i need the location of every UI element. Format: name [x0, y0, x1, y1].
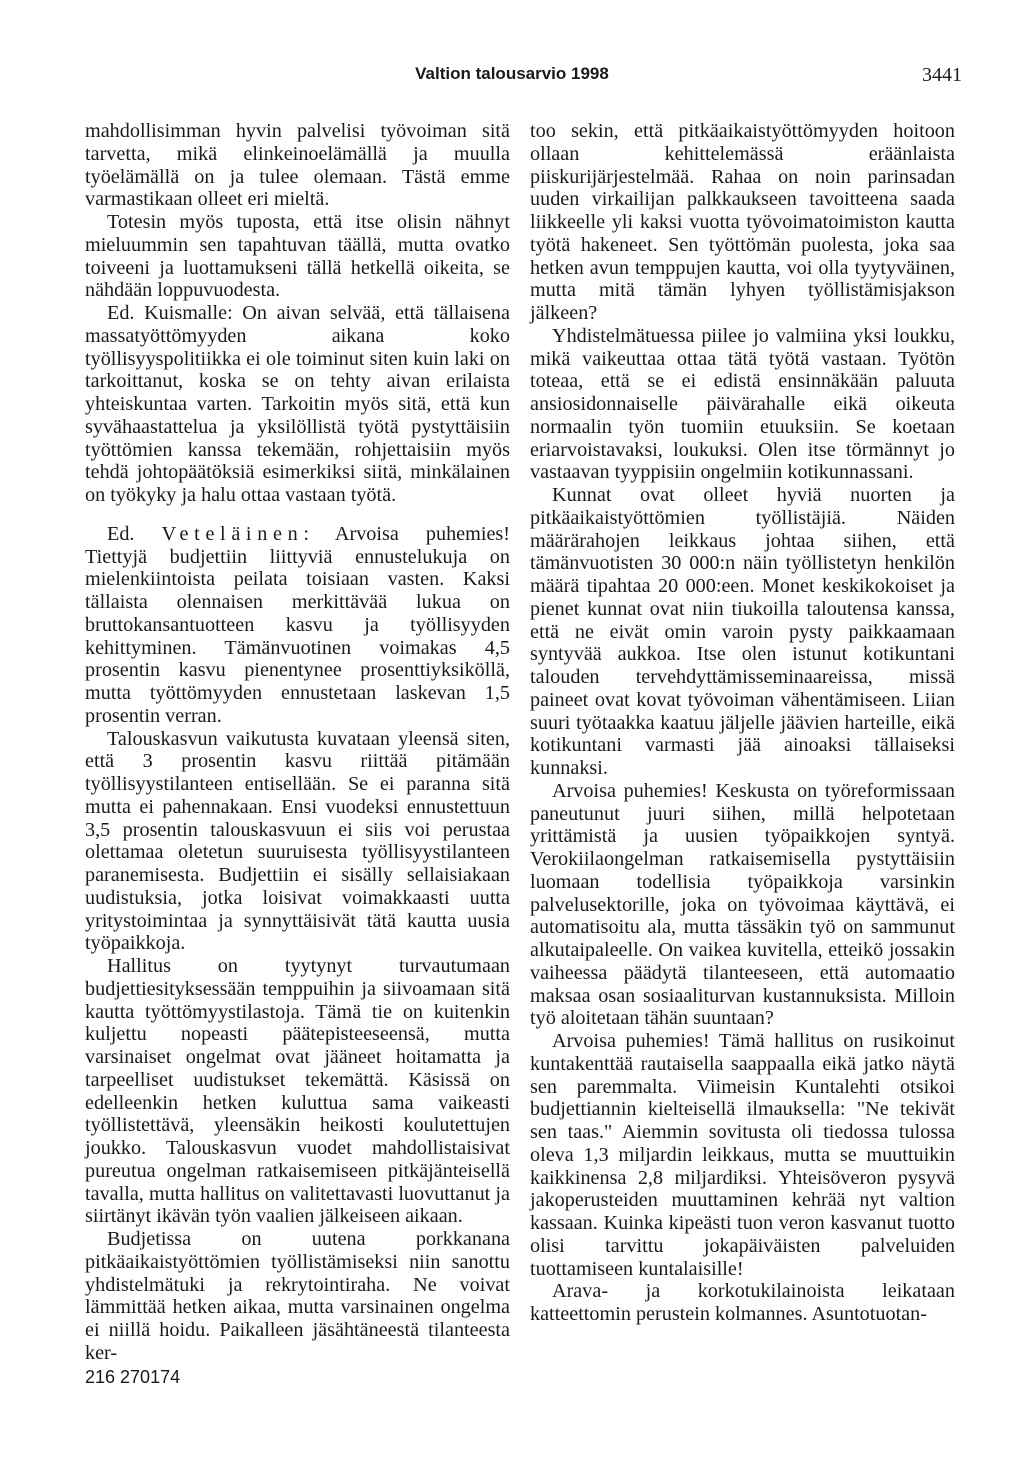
running-header-title: Valtion talousarvio 1998	[415, 64, 609, 83]
footer-print-code: 216 270174	[85, 1367, 181, 1387]
paragraph: Yhdistelmätuessa piilee jo valmiina yksi loukku, mikä vaikeuttaa ottaa tätä työtä vastaan. Työtön toteaa, että se ei edistä ensinnäkään paluuta ansiosidonnaiselle päivärahalle eikä oikeuta normaalin työn tuomiin etuuksiin. Se koetaan eriarvoistavaksi, loukuksi. Olen itse törmännyt jo vastaavan tyyppisiin ongelmiin kotikunnassani.	[530, 324, 955, 484]
paragraph: Arava- ja korkotukilainoista leikataan katteettomin perustein kolmannes. Asuntotuotan-	[530, 1280, 955, 1325]
paragraph: Budjetissa on uutena porkkanana pitkäaikaistyöttömien työllistämiseksi niin sanottu yhdistelmätuki ja rekrytointiraha. Ne voivat lämmittää hetken aikaa, mutta varsinainen ongelma ei niillä hoidu. Paikalleen jäsähtäneestä tilanteesta ker-	[85, 1228, 510, 1364]
speaker-text: : Arvoisa puhemies! Tiettyjä budjettiin liittyviä ennustelukuja on mielenkiintoista peilata toisiaan vasten. Kaksi tällaista olennaisen merkittävää lukua on bruttokansantuotteen kasvu ja työllisyyden kehittyminen. Tämänvuotinen voimakas 4,5 prosentin kasvu pienentynee prosenttiyksiköllä, mutta työttömyyden ennustetaan laskevan 1,5 prosentin verran.	[85, 522, 510, 727]
speaker-prefix: Ed.	[107, 522, 162, 545]
page-number: 3441	[922, 64, 962, 86]
paragraph: Hallitus on tyytynyt turvautumaan budjettiesityksessään temppuihin ja siivoamaan sitä kautta työttömyystilastoja. Tämä tie on kuitenkin kuljettu nopeasti päätepisteeseensä, mutta varsinaiset ongelmat ovat jääneet hoitamatta ja tarpeelliset uudistukset tekemättä. Käsissä on edelleenkin hetken kuluttua sama vaikeasti työllistettävä, yleensäkin heikosti koulutettujen joukko. Talouskasvun vuodet mahdollistaisivat pureutua ongelman ratkaisemiseen pitkäjänteisellä tavalla, mutta hallitus on valitettavasti luovuttanut ja siirtänyt ikävän työn vaalien jälkeiseen aikaan.	[85, 955, 510, 1228]
paragraph: Kunnat ovat olleet hyviä nuorten ja pitkäaikaistyöttömien työllistäjiä. Näiden määrärahojen leikkaus johtaa siihen, että tämänvuotisten 30 000:n näin työllistetyn henkilön määrä tipahtaa 20 000:een. Monet keskikokoiset ja pienet kunnat ovat niin tiukoilla taloutensa kanssa, että ne eivät omin varoin pysty paikkaamaan syntyvää aukkoa. Itse olen istunut kotikuntani talouden tervehdyttämisseminaareissa, missä paineet ovat kovat työvoiman vähentämiseen. Liian suuri työtaakka kaatuu jäljelle jäävien harteille, eikä kotikuntani varmasti jää ainoaksi tällaiseksi kunnaksi.	[530, 484, 955, 779]
paragraph: Totesin myös tuposta, että itse olisin nähnyt mieluummin sen tapahtuvan täällä, mutta ovatko toiveeni ja luottamukseni tällä hetkellä oikeita, se nähdään loppuvuodesta.	[85, 211, 510, 302]
left-column	[85, 120, 510, 1365]
paragraph: Arvoisa puhemies! Tämä hallitus on rusikoinut kuntakenttää rautaisella saappaalla eikä jatko näytä sen paremmalta. Viimeisin Kuntalehti otsikoi budjettiannin kielteisellä ilmauksella: "Ne tekivät sen taas." Aiemmin sovitusta oli tiedossa tulossa oleva 1,3 miljardin leikkaus, mutta se muuttuikin kaikkinensa 2,8 miljardiksi. Yhteisöveron pysyvä jakoperusteiden muuttaminen kehrää nyt valtion kassaan. Kuinka kipeästi tuon veron kasvanut tuotto olisi tarvittu jokapäiväisten palveluiden tuottamiseen kuntalaisille!	[530, 1030, 955, 1280]
paragraph: Arvoisa puhemies! Keskusta on työreformissaan paneutunut juuri siihen, millä helpotetaan yrittämistä ja uusien työpaikkojen syntyä. Verokiilaongelman ratkaisemisella pystyttäisiin luomaan todellisia työpaikkoja varsinkin palvelusektorille, joka on työvoimaa käyttävä, ei automatisoitu ala, mutta tässäkin työ on sammunut alkutaipaleelle. On vaikea kuvitella, etteikö jossakin vaiheessa päädytä tilanteeseen, että automaatio maksaa osan sosiaaliturvan kustannuksista. Milloin työ aloitetaan tähän suuntaan?	[530, 779, 955, 1030]
speaker-paragraph	[85, 523, 510, 728]
paragraph: Ed. Kuismalle: On aivan selvää, että tällaisena massatyöttömyyden aikana koko työllisyyspolitiikka ei ole toiminut siten kuin laki on tarkoittanut, koska se on tehty aivan erilaista yhteiskuntaa varten. Tarkoitin myös sitä, että kun syvähaastattelua ja yksilöllistä työtä pystyttäisiin työttömien kanssa tekemään, rohjettaisiin myös tehdä johtopäätöksiä esimerkiksi siitä, minkälainen on työkyky ja halu ottaa vastaan työtä.	[85, 302, 510, 506]
right-column	[530, 120, 955, 1326]
paragraph: mahdollisimman hyvin palvelisi työvoiman sitä tarvetta, mikä elinkeinoelämällä ja muulla työelämällä on ja tulee olemaan. Tästä emme varmastikaan olleet eri mieltä.	[85, 120, 510, 211]
paragraph: too sekin, että pitkäaikaistyöttömyyden hoitoon ollaan kehittelemässä eräänlaista piiskurijärjestelmää. Rahaa on noin parinsadan uuden virkailijan palkkaukseen tavoitteena saada liikkeelle yli kaksi vuotta työvoimatoimiston kautta työtä hakeneet. Sen työttömän puolesta, joka saa hetken avun temppujen kautta, voi olla tyytyväinen, mutta mitä tämän lyhyen työllistämisjakson jälkeen?	[530, 120, 955, 324]
speaker-name: Veteläinen	[161, 522, 304, 545]
paragraph: Talouskasvun vaikutusta kuvataan yleensä siten, että 3 prosentin kasvu riittää pitämään työllisyystilanteen entisellään. Se ei paranna sitä mutta ei pahennakaan. Ensi vuodeksi ennustettuun 3,5 prosentin talouskasvuun ei siis voi perustaa olettamaa oletetun suuruisesta työllisyystilanteen paranemisesta. Budjettiin ei sisälly sellaisiakaan uudistuksia, jotka loisivat voimakkaasti uutta yritystoimintaa ja synnyttäisivät tätä kautta uusia työpaikkoja.	[85, 727, 510, 955]
